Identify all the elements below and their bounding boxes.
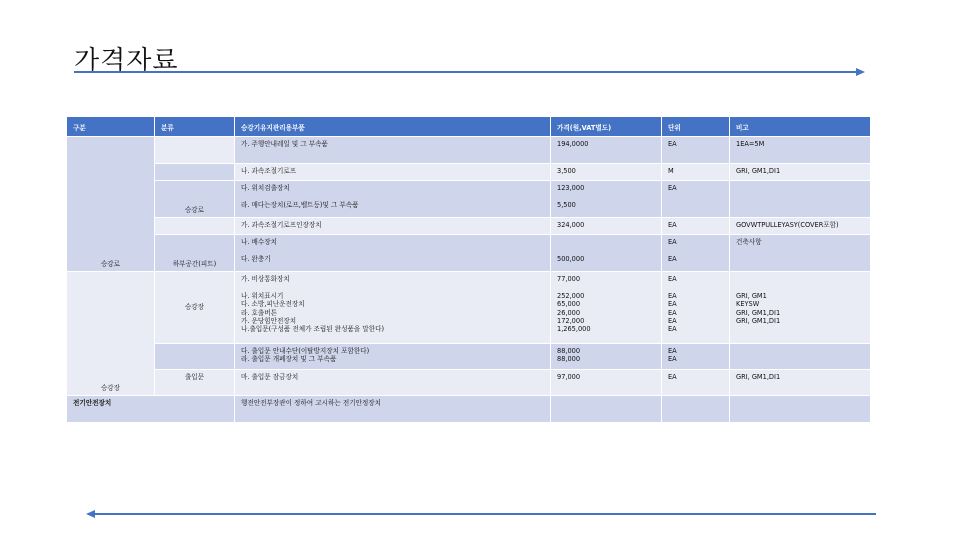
part-line: 나. 배수장치: [241, 238, 278, 246]
unit-cell: [662, 272, 730, 344]
note-cell: GRI, GM1,DI1: [730, 164, 871, 181]
note-line: GRI, GM1: [736, 292, 767, 301]
price-cell: 324,000: [551, 218, 662, 235]
part-line: 다. 위치검출장치: [241, 184, 290, 192]
unit-cell: EA: [662, 137, 730, 164]
unit-line: EA: [668, 347, 677, 355]
category-cell: 승강장: [67, 272, 155, 396]
unit-cell: [662, 235, 730, 272]
unit-line: EA: [668, 300, 677, 309]
note-line: KEYSW: [736, 300, 760, 309]
part-line: 라. 출입문 개폐장치 및 그 부속품: [241, 355, 337, 364]
part-line: 나.출입문(구성품 전체가 조립된 완성품을 말한다): [241, 325, 385, 334]
part-cell: [235, 344, 551, 370]
part-cell: 가. 과속조절기로프인장장치: [235, 218, 551, 235]
price-line: 65,000: [557, 300, 581, 309]
unit-line: EA: [668, 316, 677, 325]
note-cell: 건축사항: [730, 235, 871, 272]
header-note: 비고: [730, 117, 871, 137]
table-row: [67, 218, 871, 235]
top-arrow: [74, 66, 866, 78]
price-cell: [551, 396, 662, 423]
price-cell: [551, 181, 662, 218]
part-cell: [235, 235, 551, 272]
table-row: [67, 235, 871, 272]
price-line: 26,000: [557, 308, 581, 317]
table-row: [67, 164, 871, 181]
part-line: 다. 완충기: [241, 255, 271, 264]
header-category: 구분: [67, 117, 155, 137]
price-line: 500,000: [557, 255, 585, 264]
header-part: 승강기유지관리용부품: [235, 117, 551, 137]
unit-cell: [662, 344, 730, 370]
unit-cell: EA: [662, 218, 730, 235]
price-cell: 3,500: [551, 164, 662, 181]
part-line: 다. 소방,피난운전장치: [241, 300, 305, 309]
subcategory-cell: 승강장: [155, 272, 235, 344]
note-cell: [730, 272, 871, 344]
price-line: 252,000: [557, 292, 585, 301]
price-table: [66, 116, 871, 423]
subcategory-cell: [155, 344, 235, 370]
unit-line: EA: [668, 292, 677, 301]
note-line: GRI, GM1,DI1: [736, 308, 781, 317]
price-line: 88,000: [557, 347, 581, 355]
table-row: [67, 344, 871, 370]
table-header-row: [67, 117, 871, 137]
note-cell: [730, 181, 871, 218]
note-cell: 1EA=5M: [730, 137, 871, 164]
subcategory-cell: [155, 164, 235, 181]
note-cell: [730, 396, 871, 423]
price-line: 123,000: [557, 184, 585, 192]
price-cell: 97,000: [551, 370, 662, 396]
unit-line: EA: [668, 255, 677, 264]
header-price: 가격(원,VAT별도): [551, 117, 662, 137]
price-cell: [551, 272, 662, 344]
table-row: [67, 396, 871, 423]
part-line: 다. 출입문 안내수단(이탈방지장치 포함한다): [241, 347, 370, 355]
subcategory-cell: [155, 218, 235, 235]
part-line: 가. 운당힘안전장치: [241, 316, 297, 325]
page-title: 가격자료: [74, 46, 179, 76]
part-cell: 마. 출입문 잠금장치: [235, 370, 551, 396]
part-cell: [235, 181, 551, 218]
unit-line: EA: [668, 238, 677, 246]
category-cell: 승강로: [67, 137, 155, 272]
subcategory-cell: 승강로: [155, 181, 235, 218]
subcategory-cell: [155, 137, 235, 164]
unit-cell: EA: [662, 181, 730, 218]
part-cell: 가. 주행안내레일 및 그 부속품: [235, 137, 551, 164]
note-cell: GRI, GM1,DI1: [730, 370, 871, 396]
category-cell: 전기안전장치: [67, 396, 235, 423]
table-row: [67, 137, 871, 164]
unit-line: EA: [668, 355, 677, 364]
table-row: [67, 272, 871, 344]
note-line: GRI, GM1,DI1: [736, 316, 781, 325]
subcategory-cell: 출입문: [155, 370, 235, 396]
unit-line: EA: [668, 325, 677, 334]
price-cell: [551, 344, 662, 370]
part-line: 가. 비상통화장치: [241, 275, 290, 283]
note-cell: GOVWTPULLEYASY(COVER포함): [730, 218, 871, 235]
price-line: 77,000: [557, 275, 581, 283]
part-line: 나. 위치표시기: [241, 292, 284, 301]
unit-line: EA: [668, 308, 677, 317]
price-line: 88,000: [557, 355, 581, 364]
part-line: 라. 호출버튼: [241, 308, 278, 317]
unit-line: EA: [668, 275, 677, 283]
price-cell: 194,0000: [551, 137, 662, 164]
price-line: 5,500: [557, 201, 576, 210]
part-cell: 행전안전부장관이 정하여 고시하는 전기안정장치: [235, 396, 551, 423]
price-line: 172,000: [557, 316, 585, 325]
bottom-arrow: [86, 508, 878, 520]
header-classification: 분류: [155, 117, 235, 137]
part-cell: [235, 272, 551, 344]
price-line: 1,265,000: [557, 325, 591, 334]
unit-cell: EA: [662, 370, 730, 396]
header-unit: 단위: [662, 117, 730, 137]
part-cell: 나. 과속조절기로프: [235, 164, 551, 181]
table-row: [67, 181, 871, 218]
unit-cell: [662, 396, 730, 423]
subcategory-cell: 하부공간(피트): [155, 235, 235, 272]
note-cell: [730, 344, 871, 370]
price-cell: [551, 235, 662, 272]
table-row: [67, 370, 871, 396]
part-line: 라. 매다는장치(로프,벨트등)및 그 부속품: [241, 201, 359, 210]
unit-cell: M: [662, 164, 730, 181]
